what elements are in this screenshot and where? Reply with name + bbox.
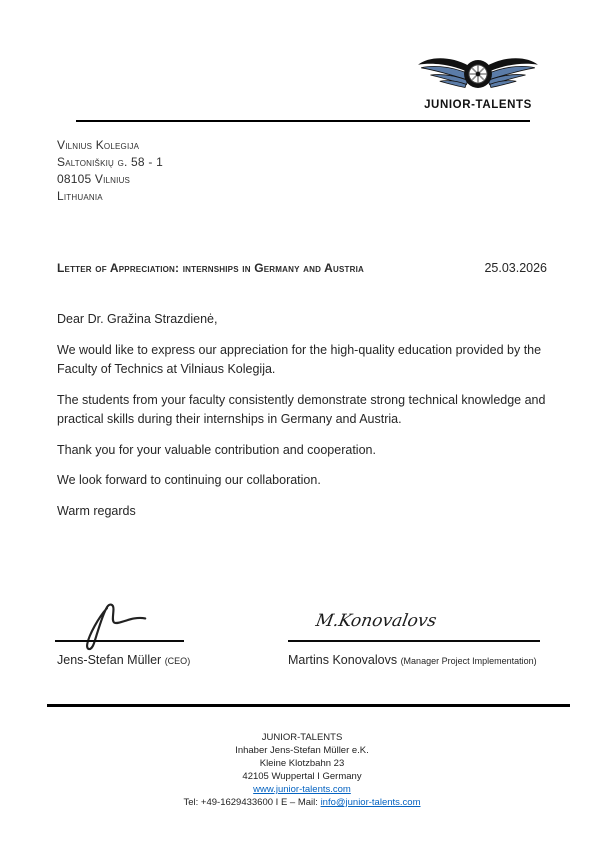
footer: [0, 731, 604, 809]
signer-left-title: (CEO): [164, 656, 191, 666]
signer-left: [57, 653, 190, 667]
footer-tel: Tel: +49-1629433600 I E – Mail:: [183, 797, 321, 808]
signer-left-name: Jens-Stefan Müller: [57, 653, 165, 667]
body-paragraph-3: Thank you for your valuable contribution and cooperation.: [57, 442, 376, 457]
closing: Warm regards: [57, 503, 136, 518]
body-paragraph-4: We look forward to continuing our collaboration.: [57, 473, 321, 487]
recipient-name: Vilnius Kolegija: [57, 138, 140, 152]
subject-line: Letter of Appreciation: internships in Germany and Austria: [57, 261, 365, 275]
footer-city: 42105 Wuppertal I Germany: [242, 771, 362, 782]
footer-company: JUNIOR-TALENTS: [261, 732, 343, 743]
subject-row: [57, 261, 547, 275]
winged-wheel-icon: [416, 50, 540, 98]
handwritten-signature-left: [62, 597, 150, 653]
signer-right-title: (Manager Project Implementation): [400, 656, 537, 666]
footer-owner: Inhaber Jens-Stefan Müller e.K.: [235, 745, 369, 756]
footer-street: Kleine Klotzbahn 23: [259, 758, 345, 769]
handwritten-signature-right: M.Konovalovs: [314, 611, 438, 631]
salutation: Dear Dr. Gražina Strazdienė,: [57, 312, 218, 326]
wheel-icon: [464, 60, 492, 88]
letter-body: [57, 310, 553, 532]
junior-talents-logo: [414, 50, 542, 111]
body-paragraph-1: We would like to express our appreciation for the high-quality education provided by the Faculty of Technics at Vilniaus Kolegija.: [57, 342, 542, 376]
signature-line-right: [288, 640, 540, 642]
letter-date: 25.03.2026: [484, 261, 547, 275]
body-paragraph-2: The students from your faculty consistently demonstrate strong technical knowledge and practical skills during their internships in Germany and Austria.: [57, 392, 546, 426]
recipient-address: [57, 137, 163, 205]
recipient-city: 08105 Vilnius: [57, 172, 131, 186]
footer-website-link[interactable]: www.junior-talents.com: [253, 784, 351, 795]
footer-contact-line: [0, 796, 604, 809]
signature-line-left: [55, 640, 184, 642]
header-divider: [76, 120, 530, 122]
footer-email-link[interactable]: info@junior-talents.com: [320, 797, 421, 808]
recipient-country: Lithuania: [57, 189, 103, 203]
footer-divider: [47, 704, 570, 707]
signer-right-name: Martins Konovalovs: [288, 653, 401, 667]
logo-wordmark: JUNIOR-TALENTS: [424, 99, 532, 111]
recipient-street: Saltoniškių g. 58 - 1: [57, 155, 163, 169]
signer-right: [288, 653, 537, 667]
